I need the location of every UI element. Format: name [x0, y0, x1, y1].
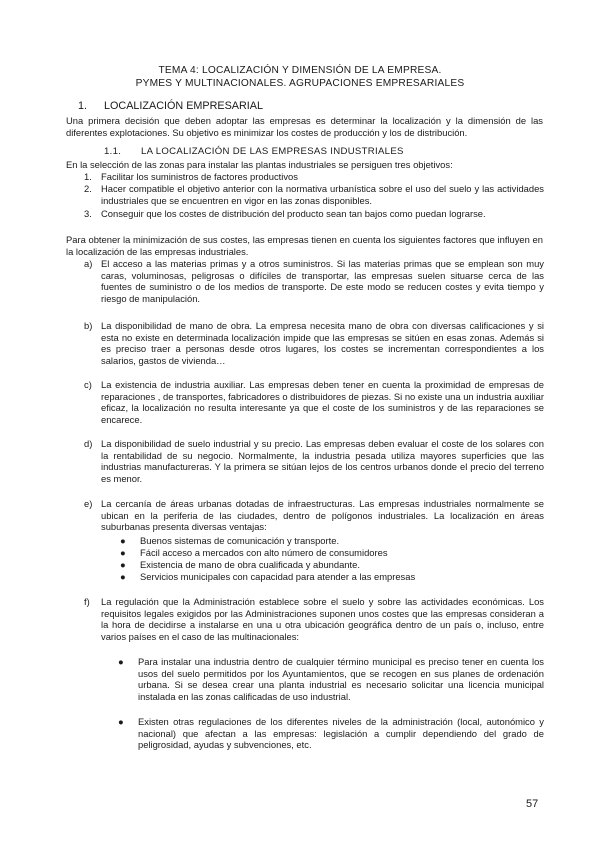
- factor-text: La disponibilidad de suelo industrial y su precio. Las empresas deben evaluar el coste de los solares con la rentabilidad de su negocio. Normalmente, la industria pesada utiliza mayores superficies que las industrias manufactureras. Y la primera se sitúan lejos de los centros urbanos donde el precio del terreno es menor.: [101, 438, 544, 484]
- factor-item-b: [84, 320, 544, 366]
- advantage-text: Existencia de mano de obra cualificada y abundante.: [140, 559, 360, 570]
- objectives-intro: En la selección de las zonas para instalar las plantas industriales se persiguen tres objetivos:: [66, 159, 453, 170]
- advantage-text: Fácil acceso a mercados con alto número de consumidores: [140, 547, 388, 558]
- section-heading-1: [78, 100, 263, 112]
- document-title-line-2: PYMES Y MULTINACIONALES. AGRUPACIONES EMPRESARIALES: [135, 78, 465, 89]
- factor-item-c: [84, 379, 544, 425]
- objective-number: 1.: [84, 171, 92, 182]
- factor-text: La existencia de industria auxiliar. Las empresas deben tener en cuenta la proximidad de empresas de reparaciones , de transportes, fabricadores o distribuidores de piezas. Si no existe una un industria auxiliar eficaz, la localización no resulta interesante ya que el coste de los suministros y de las reparaciones se encarece.: [101, 379, 544, 425]
- factor-text: La cercanía de áreas urbanas dotadas de infraestructuras. Las empresas industriales normalmente se ubican en la periferia de las ciudades, dentro de polígonos industriales. La localización en áreas suburbanas presenta diversas ventajas:: [101, 498, 544, 533]
- section-heading-1-1: [104, 146, 404, 157]
- regulation-text: Existen otras regulaciones de los diferentes niveles de la administración (local, autonómico y nacional) que afectan a las empresas: legislación a cumplir dependiendo del grado de peligrosidad, ayudas y subvenciones, etc.: [138, 716, 544, 751]
- section-number: 1.: [78, 100, 88, 112]
- objective-number: 3.: [84, 208, 92, 219]
- objective-item: [84, 171, 544, 183]
- factor-letter: e): [84, 498, 93, 509]
- objective-number: 2.: [84, 183, 92, 194]
- bullet-icon: ●: [120, 571, 126, 582]
- regulation-item: [118, 716, 544, 751]
- factor-text: La regulación que la Administración establece sobre el suelo y sobre las actividades económicas. Los requisitos legales exigidos por las Administraciones suponen unos costes que las empresas consideran a la hora de decidirse a instalarse en una u otra ubicación geográfica dentro de un país o, incluso, entre varios países en el caso de las multinacionales:: [101, 596, 544, 642]
- objective-text: Facilitar los suministros de factores productivos: [101, 171, 298, 182]
- bullet-icon: ●: [118, 656, 124, 667]
- factor-item-f: [84, 596, 544, 642]
- advantage-item: [120, 571, 540, 583]
- bullet-icon: ●: [120, 559, 126, 570]
- bullet-icon: ●: [120, 535, 126, 546]
- advantage-item: [120, 559, 540, 571]
- objective-item: [84, 183, 544, 206]
- page-number: 57: [526, 798, 539, 810]
- factor-letter: a): [84, 258, 93, 269]
- subsection-title: LA LOCALIZACIÓN DE LAS EMPRESAS INDUSTRIALES: [141, 146, 404, 157]
- factor-item-d: [84, 438, 544, 484]
- factor-text: El acceso a las materias primas y a otros suministros. Si las materias primas que se emplean son muy caras, voluminosas, peligrosas o difíciles de transportar, las empresas suelen situarse cerca de las fuentes de suministro o de los medios de transporte. De este modo se reducen costes y evita tiempo y riesgo de manipulación.: [101, 258, 544, 304]
- factor-letter: c): [84, 379, 92, 390]
- objective-text: Hacer compatible el objetivo anterior con la normativa urbanística sobre el uso del suelo y las actividades industriales que se encuentren en vigor en las zonas disponibles.: [101, 183, 544, 206]
- advantage-text: Servicios municipales con capacidad para atender a las empresas: [140, 571, 416, 582]
- objective-text: Conseguir que los costes de distribución del producto sean tan bajos como puedan lograrse.: [101, 208, 486, 219]
- factor-letter: f): [84, 596, 90, 607]
- factor-text: La disponibilidad de mano de obra. La empresa necesita mano de obra con diversas calificaciones y si esta no existe en determinada localización impide que las empresas se sitúen en esas zonas. Además si es preciso traer a personas desde otros lugares, los costes se incrementan correspondientes a los salarios, gastos de vivienda…: [101, 320, 544, 366]
- factor-item-e: [84, 498, 544, 533]
- factor-item-a: [84, 258, 544, 304]
- factor-letter: b): [84, 320, 93, 331]
- factor-letter: d): [84, 438, 93, 449]
- subsection-number: 1.1.: [104, 146, 122, 157]
- bullet-icon: ●: [120, 547, 126, 558]
- advantage-text: Buenos sistemas de comunicación y transporte.: [140, 535, 340, 546]
- document-title-line-1: TEMA 4: LOCALIZACIÓN Y DIMENSIÓN DE LA EMPRESA.: [158, 65, 442, 76]
- regulation-item: [118, 656, 544, 702]
- intro-paragraph: Una primera decisión que deben adoptar las empresas es determinar la localización y la dimensión de las diferentes explotaciones. Su objetivo es minimizar los costes de producción y los de distribución.: [66, 115, 543, 138]
- objective-item: [84, 208, 544, 220]
- advantage-item: [120, 547, 540, 559]
- section-title: LOCALIZACIÓN EMPRESARIAL: [104, 100, 263, 112]
- bullet-icon: ●: [118, 716, 124, 727]
- advantage-item: [120, 535, 540, 547]
- regulation-text: Para instalar una industria dentro de cualquier término municipal es preciso tener en cuenta los usos del suelo permitidos por los Ayuntamientos, que se recogen en sus planes de ordenación urbana. Si se desea crear una planta industrial es necesario solicitar una licencia municipal instalada en las zonas calificadas de uso industrial.: [138, 656, 544, 702]
- factors-intro: Para obtener la minimización de sus costes, las empresas tienen en cuenta los siguientes factores que influyen en la localización de las empresas industriales.: [66, 234, 543, 257]
